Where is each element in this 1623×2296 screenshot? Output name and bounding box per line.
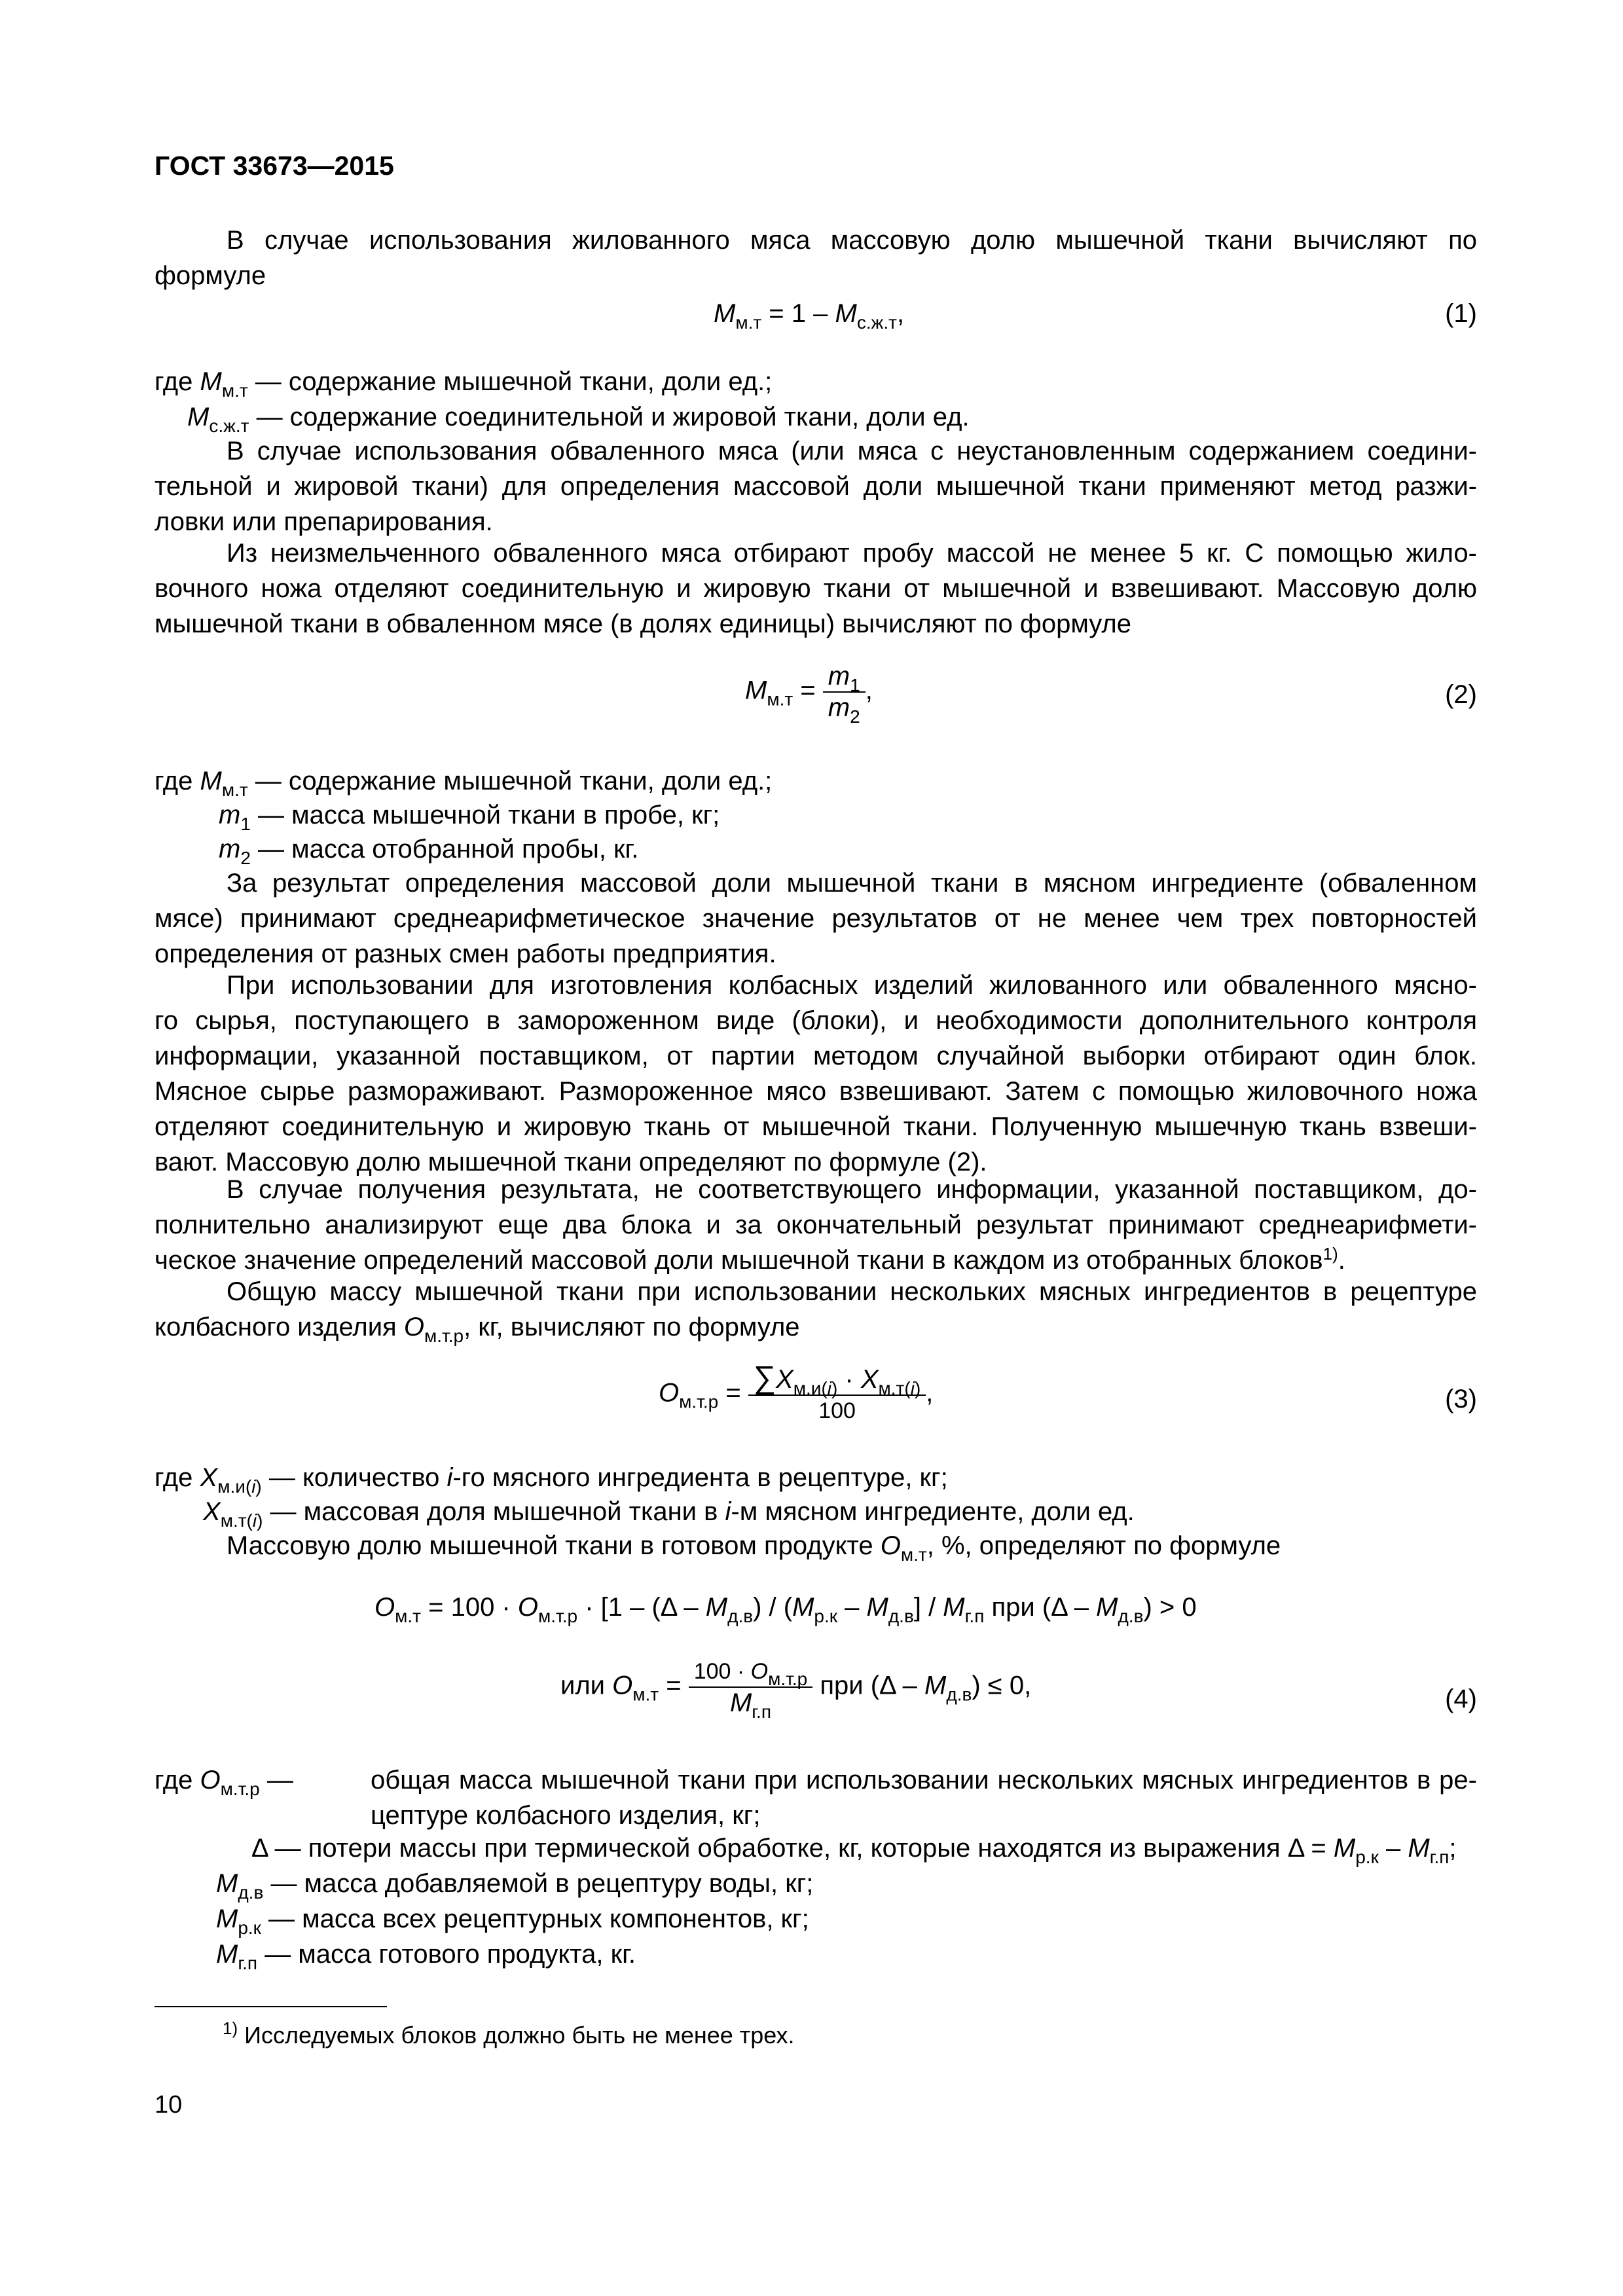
definition-hanging-text: общая масса мышечной ткани при использовании нескольких мясных ингредиентов в ре- цептуре колбасного изделия, кг; (371, 1766, 1477, 1830)
equation-number-1: (1) (1445, 299, 1477, 328)
footnote-divider (155, 2006, 387, 2007)
definition-line: где $М_{м.т}$ — содержание мышечной ткани, доли ед.; (155, 767, 773, 800)
paragraph-1 (155, 223, 1477, 293)
text-line: отделяют соединительную и жировую ткань от мышечной ткани. Полученную мышечную ткань взвеши- (155, 1112, 1477, 1141)
equation-number-3: (3) (1445, 1385, 1477, 1413)
fraction: $\frac{100 \cdot О_{м.т.р}}{М_{г.п}}$ (689, 1656, 813, 1718)
paragraph-7 (155, 1274, 1477, 1345)
text-line: вочного ножа отделяют соединительную и жировую ткани от мышечной и взвешивают. Массовую долю (155, 574, 1477, 603)
text-line: В случае использования жилованного мяса массовую долю мышечной ткани вычисляют по (227, 226, 1477, 255)
equation-number-4: (4) (1445, 1685, 1477, 1713)
text-line: определения от разных смен работы предприятия. (155, 939, 776, 968)
equation-number-2: (2) (1445, 680, 1477, 709)
footnote-mark: 1) (223, 2018, 238, 2038)
definition-line: Δ — потери массы при термической обработке, кг, которые находятся из выражения $\Delta = М_{р.к} - М_{г.п}$; (251, 1834, 1457, 1867)
formula-1: $М_{м.т} = 1 - М_{с.ж.т}$, (714, 299, 905, 333)
text-line: В случае получения результата, не соответствующего информации, указанной поставщиком, до- (227, 1175, 1477, 1204)
text-line: мясе) принимают среднеарифметическое значение результатов от не менее чем трех повторностей (155, 904, 1477, 933)
paragraph-8: Массовую долю мышечной ткани в готовом продукте $О_{м.т}$, %, определяют по формуле (227, 1531, 1281, 1565)
definition-line: где $X_{м.и(i)}$ — количество i-го мясного ингредиента в рецептуре, кг; (155, 1463, 948, 1497)
definition-line: где $О_{м.т.р}$ — (155, 1766, 293, 1799)
text-line: Из неизмельченного обваленного мяса отбирают пробу массой не менее 5 кг. С помощью жило- (227, 539, 1477, 568)
definition-line: где $М_{м.т}$ — содержание мышечной ткани, доли ед.; (155, 367, 773, 401)
definition-line: $М_{с.ж.т}$ — содержание соединительной и жировой ткани, доли ед. (187, 403, 970, 436)
text-line: тельной и жировой ткани) для определения массовой доли мышечной ткани применяют метод разжи- (155, 472, 1477, 501)
formula-4b: или $О_{м.т}$ = $\frac{100 \cdot О_{м.т.р}}{М_{г.п}}$ при $(\Delta - М_{д.в}) \le 0$, (560, 1656, 1031, 1718)
definition-line: $М_{д.в}$ — масса добавляемой в рецептуру воды, кг; (216, 1869, 814, 1903)
text-line: формуле (155, 261, 266, 290)
text-line: полнительно анализируют еще два блока и за окончательный результат принимают среднеарифмети- (155, 1211, 1477, 1239)
paragraph-5 (155, 968, 1477, 1180)
document-header: ГОСТ 33673—2015 (155, 151, 394, 181)
definition-line: $М_{р.к}$ — масса всех рецептурных компонентов, кг; (216, 1904, 809, 1938)
definition-line: $m_1$ — масса мышечной ткани в пробе, кг; (219, 801, 720, 834)
paragraph-4 (155, 866, 1477, 972)
text-line: Общую массу мышечной ткани при использовании нескольких мясных ингредиентов в рецептуре (227, 1277, 1477, 1306)
fraction: $\frac{m_1}{m_2}$ (823, 661, 866, 723)
fraction: $\frac{\sum X_{м.и(i)} \cdot X_{м.т(i)}}{100}$ (748, 1363, 926, 1426)
text-line: ческое значение определений массовой доли мышечной ткани в каждом из отобранных блоков$^{1)}$. (155, 1244, 1345, 1275)
paragraph-2 (155, 433, 1477, 539)
text-line: Мясное сырье размораживают. Размороженное мясо взвешивают. Затем с помощью жиловочного ножа (155, 1077, 1477, 1106)
definition-line: $X_{м.т(i)}$ — массовая доля мышечной ткани в i-м мясном ингредиенте, доли ед. (203, 1497, 1135, 1531)
footnote-ref[interactable]: 1) (1322, 1244, 1338, 1264)
footnote: $^{1)}$ Исследуемых блоков должно быть не менее трех. (223, 2018, 795, 2049)
page-number: 10 (155, 2091, 183, 2119)
formula-2: $М_{м.т}$ = $\frac{m_1}{m_2}$ , (745, 662, 873, 727)
text-line: колбасного изделия $О_{м.т.р}$, кг, вычисляют по формуле (155, 1313, 800, 1346)
text-line: вают. Массовую долю мышечной ткани определяют по формуле (2). (155, 1148, 987, 1176)
text-line: При использовании для изготовления колбасных изделий жилованного или обваленного мясно- (227, 971, 1477, 1000)
text-line: В случае использования обваленного мяса (или мяса с неустановленным содержанием соедини- (227, 437, 1477, 465)
text-line: го сырья, поступающего в замороженном виде (блоки), и необходимости дополнительного контроля (155, 1006, 1477, 1035)
definition-line: $М_{г.п}$ — масса готового продукта, кг. (216, 1940, 636, 1973)
text-line: За результат определения массовой доли мышечной ткани в мясном ингредиенте (обваленном (227, 869, 1477, 898)
text-line: информации, указанной поставщиком, от партии методом случайной выборки отбирают один блок. (155, 1042, 1477, 1070)
formula-3: $О_{м.т.р}$ = $\frac{\sum X_{м.и(i)} \cdot X_{м.т(i)}}{100}$ , (659, 1363, 933, 1426)
definition-line: $m_2$ — масса отобранной пробы, кг. (219, 835, 639, 868)
paragraph-3 (155, 536, 1477, 642)
text-line: ловки или препарирования. (155, 507, 493, 536)
text-line: мышечной ткани в обваленном мясе (в долях единицы) вычисляют по формуле (155, 610, 1131, 638)
paragraph-6 (155, 1172, 1477, 1278)
formula-4a: $О_{м.т} = 100 \cdot О_{м.т.р} \cdot [1 - (\Delta - М_{д.в}) / (М_{р.к} - М_{д.в}] / М_{г.п}$ при $(\Delta - М_{д.в}) > 0$ (374, 1593, 1197, 1626)
